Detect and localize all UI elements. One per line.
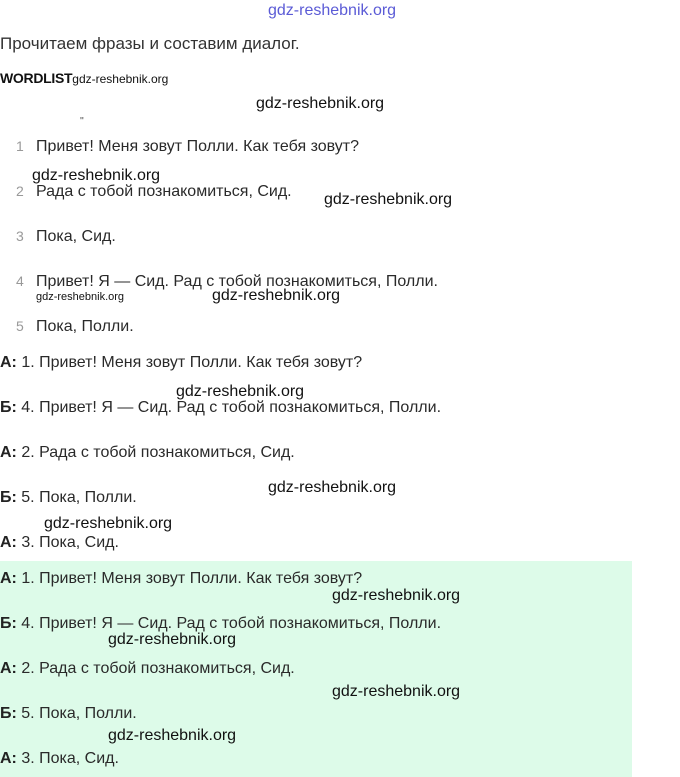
watermark: gdz-reshebnik.org bbox=[332, 587, 461, 604]
speaker-label: А: bbox=[0, 750, 17, 767]
watermark: gdz-reshebnik.org bbox=[108, 631, 237, 648]
answer-text: 4. Привет! Я — Сид. Рад с тобой познакомиться, Полли. bbox=[21, 615, 442, 632]
answer-text: 5. Пока, Полли. bbox=[21, 705, 137, 722]
watermark: gdz-reshebnik.org bbox=[108, 727, 237, 744]
phrase-text: Пока, Сид. bbox=[36, 228, 116, 245]
phrase-number: 2 bbox=[16, 183, 24, 199]
phrase-text: Привет! Я — Сид. Рад с тобой познакомиться, Полли. bbox=[36, 273, 438, 290]
speaker-label: А: bbox=[0, 354, 17, 371]
stray-marks: '' bbox=[80, 116, 84, 127]
dialogue-line bbox=[0, 534, 119, 552]
dialogue-line bbox=[0, 489, 137, 507]
watermark: gdz-reshebnik.org bbox=[72, 72, 169, 86]
dialogue-text: 2. Рада с тобой познакомиться, Сид. bbox=[21, 444, 295, 461]
speaker-label: Б: bbox=[0, 399, 17, 416]
answer-line bbox=[0, 570, 362, 588]
watermark: gdz-reshebnik.org bbox=[176, 383, 305, 400]
phrase-item bbox=[0, 183, 292, 201]
dialogue-line bbox=[0, 444, 295, 462]
watermark: gdz-reshebnik.org bbox=[212, 287, 341, 304]
watermark: gdz-reshebnik.org bbox=[268, 479, 397, 496]
dialogue-text: 4. Привет! Я — Сид. Рад с тобой познакомиться, Полли. bbox=[21, 399, 442, 416]
phrase-number: 1 bbox=[16, 138, 24, 154]
phrase-text: Пока, Полли. bbox=[36, 318, 134, 335]
speaker-label: Б: bbox=[0, 705, 17, 722]
answer-text: 2. Рада с тобой познакомиться, Сид. bbox=[21, 660, 295, 677]
dialogue-line bbox=[0, 354, 362, 372]
wordlist-heading bbox=[0, 70, 168, 86]
dialogue-line bbox=[0, 399, 441, 417]
phrase-text: Привет! Меня зовут Полли. Как тебя зовут? bbox=[36, 138, 359, 155]
answer-text: 1. Привет! Меня зовут Полли. Как тебя зовут? bbox=[21, 570, 363, 587]
answer-line bbox=[0, 750, 119, 768]
phrase-item bbox=[0, 318, 134, 336]
answer-text: 3. Пока, Сид. bbox=[21, 750, 119, 767]
speaker-label: А: bbox=[0, 660, 17, 677]
speaker-label: А: bbox=[0, 570, 17, 587]
speaker-label: Б: bbox=[0, 615, 17, 632]
phrase-item bbox=[0, 138, 359, 156]
phrase-text: Рада с тобой познакомиться, Сид. bbox=[36, 183, 292, 200]
phrase-number: 3 bbox=[16, 228, 24, 244]
watermark: gdz-reshebnik.org bbox=[44, 515, 173, 532]
watermark: gdz-reshebnik.org bbox=[256, 95, 385, 112]
watermark: gdz-reshebnik.org bbox=[332, 683, 461, 700]
dialogue-text: 5. Пока, Полли. bbox=[21, 489, 137, 506]
header-watermark[interactable]: gdz-reshebnik.org bbox=[268, 2, 397, 19]
dialogue-text: 1. Привет! Меня зовут Полли. Как тебя зовут? bbox=[21, 354, 363, 371]
dialogue-text: 3. Пока, Сид. bbox=[21, 534, 119, 551]
speaker-label: А: bbox=[0, 444, 17, 461]
task-intro: Прочитаем фразы и составим диалог. bbox=[0, 34, 300, 53]
wordlist-label: WORDLIST bbox=[0, 70, 73, 86]
phrase-item bbox=[0, 228, 116, 246]
phrase-number: 4 bbox=[16, 273, 24, 289]
watermark: gdz-reshebnik.org bbox=[324, 191, 453, 208]
answer-line bbox=[0, 660, 295, 678]
watermark: gdz-reshebnik.org bbox=[32, 167, 161, 184]
watermark: gdz-reshebnik.org bbox=[36, 291, 125, 303]
phrase-number: 5 bbox=[16, 318, 24, 334]
answer-line bbox=[0, 705, 137, 723]
speaker-label: Б: bbox=[0, 489, 17, 506]
speaker-label: А: bbox=[0, 534, 17, 551]
